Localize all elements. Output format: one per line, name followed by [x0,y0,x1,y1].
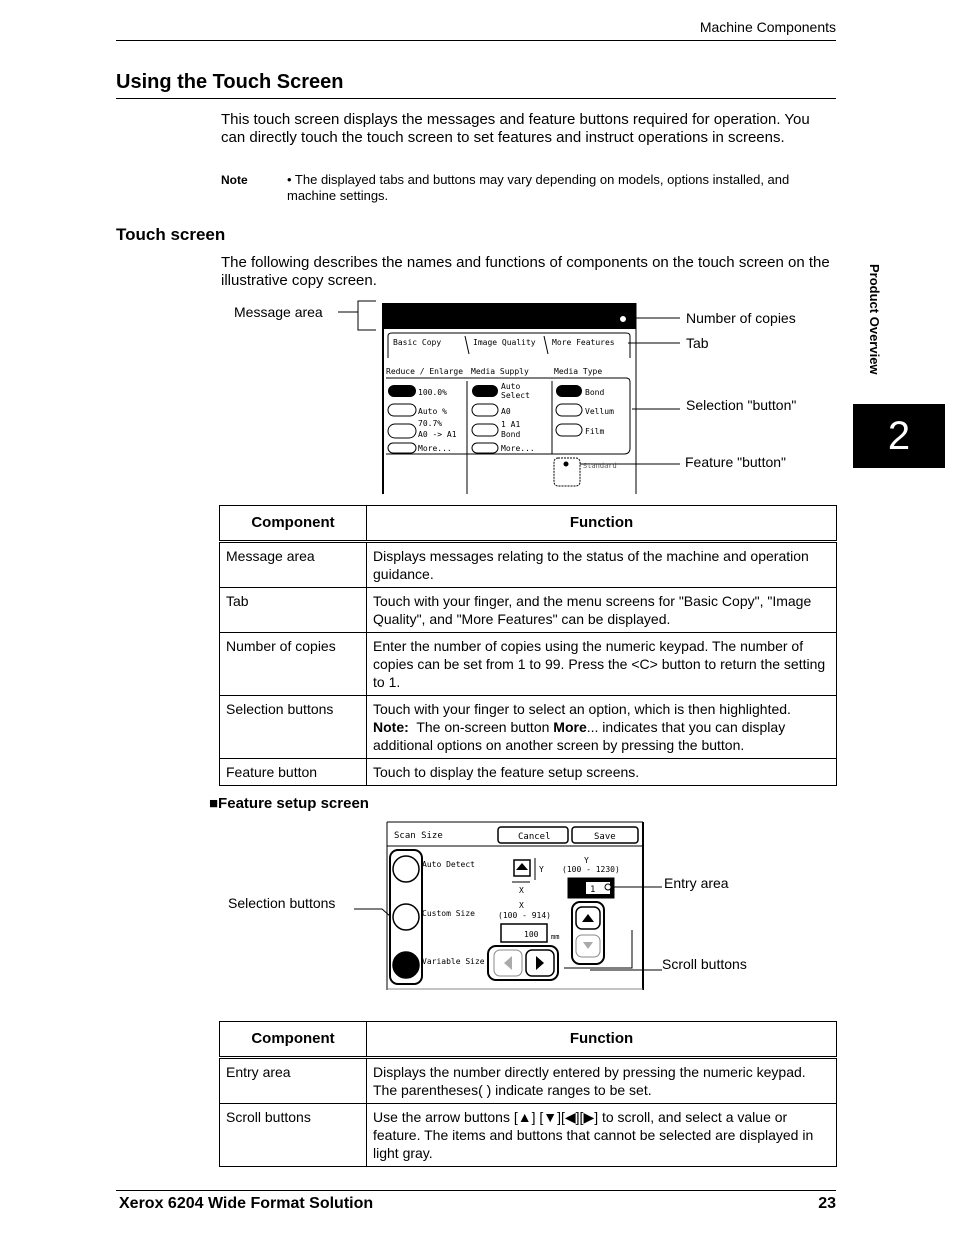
callout-entry-area: Entry area [664,875,729,891]
chapter-side-label: Product Overview [867,264,882,375]
btn-a0-label: A0 [501,407,511,416]
tab-image-quality[interactable]: Image Quality [473,338,536,347]
page-number: 23 [818,1195,836,1212]
y-axis-label: Y [539,865,544,874]
table-row [220,1104,837,1167]
entry-x-value: 100 [524,930,539,939]
feature-setup-heading: ■Feature setup screen [209,795,369,812]
option-custom-size[interactable] [393,904,419,930]
feature-indicator-icon [564,462,569,467]
btn-bond-type-label: Bond [585,388,605,397]
table1-row1-function: Displays messages relating to the status of the machine and operation guidance. [367,542,837,588]
tab-more-features[interactable]: More Features [552,338,615,347]
btn-70-7-percent[interactable] [388,424,416,438]
btn-100-percent[interactable] [388,385,416,397]
feature-button-label: Standard [583,462,617,470]
btn-bond[interactable] [556,385,582,397]
intro-paragraph: This touch screen displays the messages and feature buttons required for operation. You can directly touch the touch screen to set features and instruct operations in screens. [221,111,810,146]
header-section: Machine Components [699,19,836,35]
table2-row1-component: Entry area [220,1058,367,1104]
table1-row2-component: Tab [220,588,367,633]
save-button-label: Save [594,832,616,842]
table-row [220,696,837,759]
btn-bond-label: Bond [501,430,521,439]
copies-indicator-icon [620,316,627,323]
table2-row2-function: Use the arrow buttons [▲] [▼][◀][▶] to scroll, and select a value or feature. The items and buttons that cannot be selected are displayed in light gray. [367,1104,837,1167]
table1-row4-note-bold: More [553,719,587,735]
components-table [219,505,837,786]
option-variable-size[interactable] [393,952,419,978]
table2-row1-function: Displays the number directly entered by pressing the numeric keypad. The parentheses( ) indicate ranges to be set. [367,1058,837,1104]
touch-screen-description: The following describes the names and functions of components on the touch screen on the illustrative copy screen. [221,254,830,289]
note-text: • The displayed tabs and buttons may vary depending on models, options installed, and machine settings. [287,172,790,203]
btn-vellum-label: Vellum [585,407,614,416]
btn-select-label: Select [501,391,530,400]
page-footer [116,1190,836,1212]
callout-selection-buttons: Selection buttons [228,895,336,911]
y-label: Y [584,856,589,865]
callout-scroll-buttons: Scroll buttons [662,956,747,972]
table-row [220,633,837,696]
table1-row5-function: Touch to display the feature setup screens. [367,759,837,786]
touch-screen-heading: Touch screen [116,225,226,244]
feature-setup-table [219,1021,837,1167]
btn-a0-a1-label: A0 -> A1 [418,430,457,439]
entry-y-value: 1 [590,885,596,895]
x-axis-label-small: X [519,886,524,895]
option-custom-size-label: Custom Size [422,909,475,918]
btn-a1-label: 1 A1 [501,420,521,429]
table1-header-function: Function [367,506,837,542]
btn-vellum[interactable] [556,404,582,416]
table1-row3-function: Enter the number of copies using the numeric keypad. The number of copies can be set from 1 to 99. Press the <C> button to return the setting to 1. [367,633,837,696]
chapter-tab: 2 [853,404,945,468]
table1-row4-note-pre: The on-screen button [416,719,554,735]
table2-row2-component: Scroll buttons [220,1104,367,1167]
tab-basic-copy[interactable]: Basic Copy [393,338,442,347]
x-range: (100 - 914) [498,911,551,920]
table1-row2-function: Touch with your finger, and the menu screens for "Basic Copy", "Image Quality", and "More Features" can be displayed. [367,588,837,633]
btn-more-1-label: More... [418,444,452,453]
table1-row4-note-label: Note: [373,719,409,735]
footer-product: Xerox 6204 Wide Format Solution [119,1195,374,1212]
table-row [220,588,837,633]
table-row [220,542,837,588]
btn-film-label: Film [585,427,605,436]
option-auto-detect-label: Auto Detect [422,860,475,869]
feature-setup-illustration [350,820,662,994]
cancel-button-label: Cancel [518,832,551,842]
btn-auto-percent[interactable] [388,404,416,416]
callout-number-of-copies: Number of copies [686,310,796,326]
note-label: Note [221,173,248,187]
option-variable-size-label: Variable Size [422,957,485,966]
btn-auto-percent-label: Auto % [418,407,447,416]
table2-header-component: Component [220,1022,367,1058]
message-area [384,303,636,329]
btn-a0[interactable] [472,404,498,416]
y-range: (100 - 1230) [562,865,620,874]
option-auto-detect[interactable] [393,856,419,882]
page-title: Using the Touch Screen [116,71,836,99]
btn-auto-label: Auto [501,382,521,391]
btn-more-1[interactable] [388,443,416,453]
table1-row4-note-post: ... indicates that you can display additional options on another screen by pressing the button. [373,719,786,753]
callout-selection-button: Selection "button" [686,397,797,413]
table1-row4-component: Selection buttons [220,696,367,759]
table1-header-component: Component [220,506,367,542]
btn-film[interactable] [556,424,582,436]
table1-row3-component: Number of copies [220,633,367,696]
callout-message-area: Message area [234,304,323,320]
table1-row4-text: Touch with your finger to select an option, which is then highlighted. [373,701,791,717]
col-media-type: Media Type [554,367,603,376]
table1-row4-function [367,696,837,759]
unit-label: mm [551,933,560,941]
callout-feature-button: Feature "button" [685,454,787,470]
col-reduce-enlarge: Reduce / Enlarge [386,367,464,376]
btn-auto-select[interactable] [472,385,498,397]
table1-row1-component: Message area [220,542,367,588]
table-row [220,759,837,786]
copy-screen-illustration [330,296,685,496]
callout-tab: Tab [686,335,709,351]
btn-100-percent-label: 100.0% [418,388,447,397]
btn-a1-bond[interactable] [472,424,498,436]
x-label: X [519,901,524,910]
table1-row5-component: Feature button [220,759,367,786]
btn-more-2-label: More... [501,444,535,453]
page-header [116,0,836,41]
table2-header-function: Function [367,1022,837,1058]
btn-70-7-label: 70.7% [418,419,443,428]
btn-more-2[interactable] [472,443,498,453]
table-row [220,1058,837,1104]
scan-size-title: Scan Size [394,831,443,841]
col-media-supply: Media Supply [471,367,529,376]
